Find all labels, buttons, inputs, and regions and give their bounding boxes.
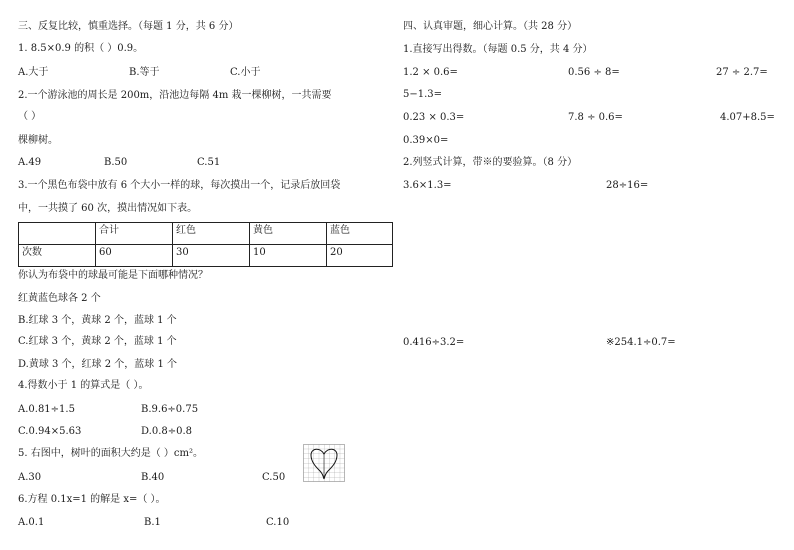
part2-title: 2.列竖式计算，带※的要验算。（8 分）: [403, 157, 578, 168]
q6-option-c: C.10: [266, 517, 290, 528]
q4-option-b: B.9.6÷0.75: [141, 404, 199, 415]
ball-frequency-table: [18, 222, 393, 267]
q1-option-b: B.等于: [129, 67, 160, 78]
vertical-calc-item: ※254.1÷0.7=: [606, 337, 676, 348]
q2-stem-line2: 棵柳树。: [18, 135, 58, 146]
q4-option-c: C.0.94×5.63: [18, 426, 82, 437]
q5-option-a: A.30: [18, 472, 42, 483]
part1-title: 1.直接写出得数。（每题 0.5 分，共 4 分）: [403, 44, 593, 55]
q3-option-c: C.红球 3 个，黄球 2 个，蓝球 1 个: [18, 336, 177, 347]
q2-stem-line1: 2.一个游泳池的周长是 200m，沿池边每隔 4m 栽一棵柳树，一共需要: [18, 90, 332, 101]
q4-option-a: A.0.81÷1.5: [18, 404, 75, 415]
section-3-title: 三、反复比较，慎重选择。（每题 1 分，共 6 分）: [18, 21, 239, 32]
q2-option-b: B.50: [104, 157, 128, 168]
q4-option-d: D.0.8÷0.8: [141, 426, 193, 437]
calc-item: 0.23 × 0.3=: [403, 112, 465, 123]
section-4-title: 四、认真审题，细心计算。（共 28 分）: [403, 21, 578, 32]
calc-item: 1.2 × 0.6=: [403, 67, 458, 78]
q2-option-a: A.49: [18, 157, 42, 168]
leaf-grid-figure: [303, 444, 345, 482]
q1-option-c: C.小于: [230, 67, 261, 78]
calc-item: 0.39×0=: [403, 135, 449, 146]
table-cell: 30: [173, 245, 250, 267]
calc-item: 0.56 ÷ 8=: [568, 67, 620, 78]
table-header-cell: 蓝色: [327, 223, 393, 245]
table-cell: 60: [96, 245, 173, 267]
calc-item: 27 ÷ 2.7=: [716, 67, 768, 78]
table-cell: 次数: [19, 245, 96, 267]
calc-item: 7.8 ÷ 0.6=: [568, 112, 623, 123]
q3-option-b: B.红球 3 个，黄球 2 个，蓝球 1 个: [18, 315, 177, 326]
q4-stem: 4.得数小于 1 的算式是（ ）。: [18, 380, 149, 391]
table-header-cell: 合计: [96, 223, 173, 245]
q1-stem: 1. 8.5×0.9 的积（ ）0.9。: [18, 43, 144, 54]
q3-ask: 你认为布袋中的球最可能是下面哪种情况？: [18, 270, 208, 281]
table-header-cell: [19, 223, 96, 245]
q3-stem-line2: 中，一共摸了 60 次，摸出情况如下表。: [18, 203, 198, 214]
q3-stem-line1: 3.一个黑色布袋中放有 6 个大小一样的球，每次摸出一个，记录后放回袋: [18, 180, 341, 191]
q6-option-a: A.0.1: [18, 517, 45, 528]
q1-option-a: A.大于: [18, 67, 49, 78]
q5-option-b: B.40: [141, 472, 165, 483]
table-row: [19, 245, 393, 267]
q3-option-d: D.黄球 3 个，红球 2 个，蓝球 1 个: [18, 359, 177, 370]
table-header-cell: 红色: [173, 223, 250, 245]
q6-option-b: B.1: [144, 517, 161, 528]
calc-item: 4.07+8.5=: [720, 112, 775, 123]
calc-item: 5−1.3=: [403, 89, 443, 100]
vertical-calc-item: 28÷16=: [606, 180, 649, 191]
vertical-calc-item: 0.416÷3.2=: [403, 337, 465, 348]
q5-stem: 5. 右图中，树叶的面积大约是（ ）cm²。: [18, 448, 203, 459]
table-cell: 20: [327, 245, 393, 267]
table-cell: 10: [250, 245, 327, 267]
q3-option-a: 红黄蓝色球各 2 个: [18, 293, 101, 304]
q2-answer-blank: （ ）: [18, 111, 42, 122]
q2-option-c: C.51: [197, 157, 221, 168]
vertical-calc-item: 3.6×1.3=: [403, 180, 452, 191]
q6-stem: 6.方程 0.1x=1 的解是 x=（ ）。: [18, 494, 166, 505]
table-header-row: [19, 223, 393, 245]
q5-option-c: C.50: [262, 472, 286, 483]
table-header-cell: 黄色: [250, 223, 327, 245]
